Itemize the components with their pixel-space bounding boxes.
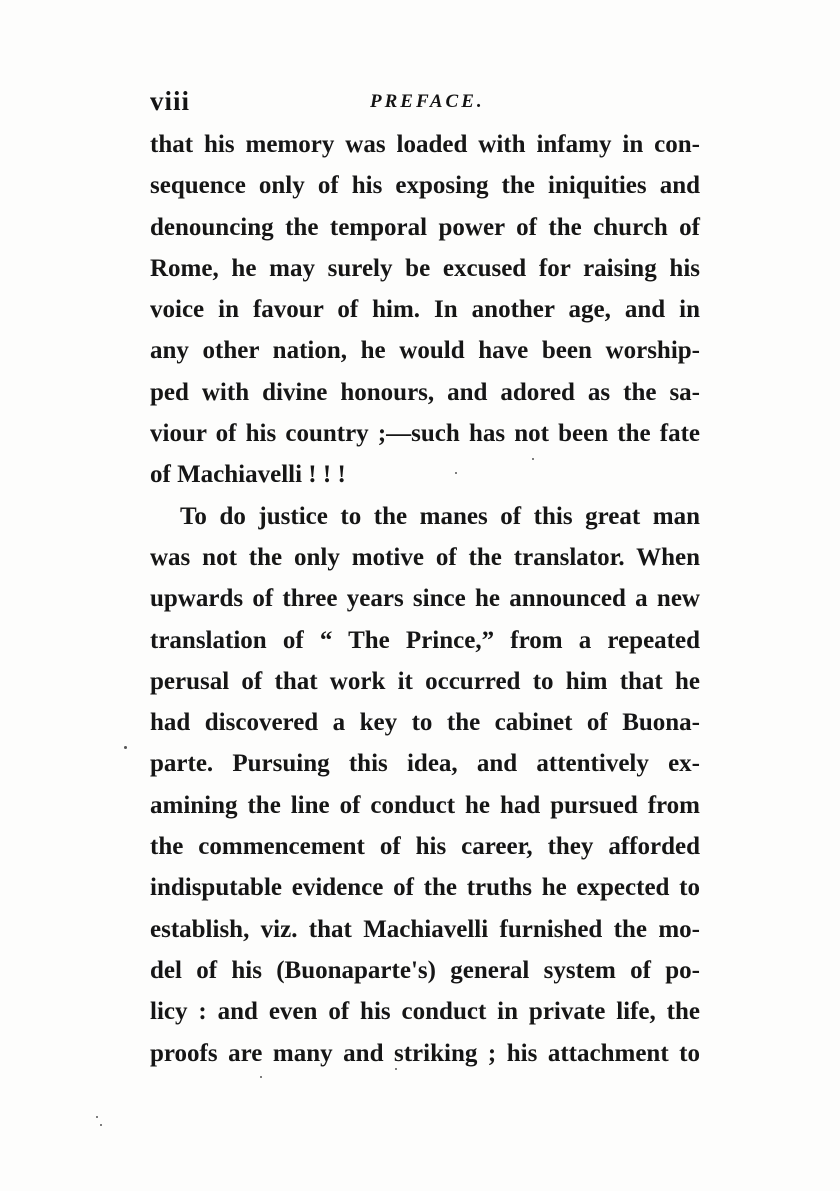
print-speck <box>395 1068 397 1070</box>
print-speck <box>124 746 127 749</box>
text-line: licy : and even of his conduct in private life, the <box>150 998 700 1026</box>
text-line: indisputable evidence of the truths he expected to <box>150 874 700 902</box>
text-line: parte. Pursuing this idea, and attentively ex- <box>150 750 700 778</box>
paragraph-end-line: of Machiavelli ! ! ! <box>150 461 346 489</box>
text-line: upwards of three years since he announced a new <box>150 585 700 613</box>
text-line: perusal of that work it occurred to him that he <box>150 667 700 695</box>
text-line: that his memory was loaded with infamy in con- <box>150 131 700 158</box>
text-line: voice in favour of him. In another age, and in <box>150 296 700 324</box>
print-speck <box>100 1124 102 1126</box>
text-line: viour of his country ;—such has not been the fate <box>150 420 700 448</box>
running-head <box>150 86 700 118</box>
text-line: ped with divine honours, and adored as the sa- <box>150 378 700 406</box>
text-line: establish, viz. that Machiavelli furnished the mo- <box>150 915 700 943</box>
body-text <box>150 124 700 1074</box>
print-speck <box>532 458 534 460</box>
text-line: Rome, he may surely be excused for raising his <box>150 254 700 282</box>
text-line: del of his (Buonaparte's) general system of po- <box>150 956 700 984</box>
text-line: had discovered a key to the cabinet of Buona- <box>150 709 700 737</box>
text-line: denouncing the temporal power of the church of <box>150 213 700 241</box>
text-line: translation of “ The Prince,” from a repeated <box>150 626 700 654</box>
page-number: viii <box>150 86 191 116</box>
text-line: proofs are many and striking ; his attachment to <box>150 1039 700 1067</box>
text-line: was not the only motive of the translator. When <box>150 543 700 571</box>
text-line: any other nation, he would have been worship- <box>150 337 700 365</box>
paragraph-start-line: To do justice to the manes of this great man <box>180 502 700 530</box>
print-speck <box>260 1076 262 1078</box>
text-line: amining the line of conduct he had pursued from <box>150 791 700 819</box>
text-line: the commencement of his career, they afforded <box>150 833 700 861</box>
print-speck <box>96 1116 98 1118</box>
text-line: sequence only of his exposing the iniquities and <box>150 172 700 200</box>
running-title: PREFACE. <box>370 91 485 112</box>
print-speck <box>455 472 457 474</box>
